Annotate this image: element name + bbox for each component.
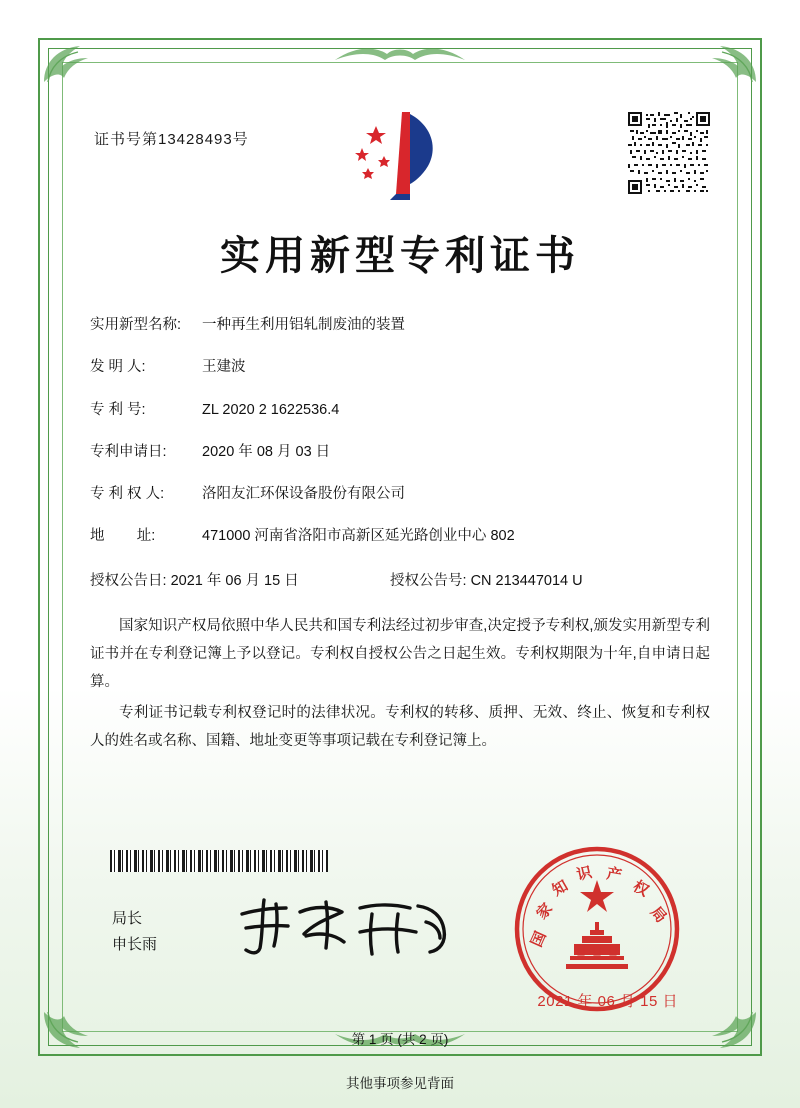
field-label: 专 利 权 人: — [90, 486, 165, 503]
svg-text:局: 局 — [646, 903, 671, 927]
header-row — [90, 100, 710, 210]
grant-number-value: CN 213447014 U — [470, 572, 583, 589]
corner-ornament-icon — [700, 40, 760, 86]
svg-text:知: 知 — [549, 876, 572, 900]
field-value: 471000 河南省洛阳市高新区延光路创业中心 802 — [202, 528, 515, 545]
field-label: 地 址: — [90, 528, 156, 545]
field-label: 实用新型名称: — [90, 317, 182, 333]
signature-zone — [90, 838, 720, 1028]
corner-ornament-icon — [40, 40, 100, 86]
seal-date: 2021 年 06 月 15 日 — [537, 993, 678, 1010]
grant-date-label: 授权公告日: — [90, 572, 167, 589]
legal-paragraph: 专利证书记载专利权登记时的法律状况。专利权的转移、质押、无效、终止、恢复和专利权人的姓名或名称、国籍、地址变更等事项记载在专利登记簿上。 — [90, 704, 710, 749]
svg-text:权: 权 — [630, 876, 653, 900]
grant-date-value: 2021 年 06 月 15 日 — [170, 572, 299, 589]
qr-code — [628, 112, 710, 194]
grant-number-label: 授权公告号: — [390, 572, 467, 589]
field-value: 王建波 — [202, 359, 246, 376]
official-seal — [512, 844, 682, 1014]
director-block — [112, 906, 157, 959]
handwritten-signature — [230, 892, 460, 962]
fields-list — [90, 315, 710, 590]
field-patent-number — [90, 400, 710, 420]
svg-text:产: 产 — [605, 864, 624, 885]
field-label: 专利申请日: — [90, 443, 167, 460]
page-number: 第 1 页 (共 2 页) — [351, 1032, 449, 1047]
field-label: 发 明 人: — [90, 359, 146, 376]
field-utility-model-name — [90, 315, 710, 335]
field-value: 一种再生利用铝轧制废油的装置 — [202, 317, 405, 333]
legal-paragraph: 国家知识产权局依照中华人民共和国专利法经过初步审查,决定授予专利权,颁发实用新型专利证书并在专利登记簿上予以登记。专利权自授权公告之日起生效。专利权期限为十年,自申请日起算。 — [90, 617, 710, 691]
director-name: 申长雨 — [112, 936, 158, 954]
footer-note: 其他事项参见背面 — [346, 1076, 454, 1091]
field-value: ZL 2020 2 1622536.4 — [202, 401, 340, 418]
certificate-content — [90, 100, 710, 757]
grant-number-segment — [390, 569, 710, 590]
director-title: 局长 — [112, 910, 143, 927]
field-application-date — [90, 442, 710, 462]
top-edge-ornament-icon — [325, 40, 475, 66]
field-grant-info — [90, 569, 710, 590]
field-patentee — [90, 484, 710, 504]
svg-text:家: 家 — [532, 899, 557, 923]
field-address — [90, 526, 710, 546]
grant-date-segment — [90, 569, 390, 590]
field-value: 2020 年 08 月 03 日 — [202, 443, 331, 460]
page-title: 实用新型专利证书 — [220, 233, 580, 279]
field-value: 洛阳友汇环保设备股份有限公司 — [202, 486, 405, 503]
svg-text:识: 识 — [574, 862, 594, 884]
field-inventor — [90, 357, 710, 377]
barcode — [110, 850, 328, 872]
certificate-number: 证书号第13428493号 — [94, 131, 249, 148]
legal-text — [90, 612, 710, 755]
field-label: 专 利 号: — [90, 401, 146, 418]
cnipa-logo-icon — [340, 108, 460, 204]
svg-text:国: 国 — [527, 928, 550, 950]
